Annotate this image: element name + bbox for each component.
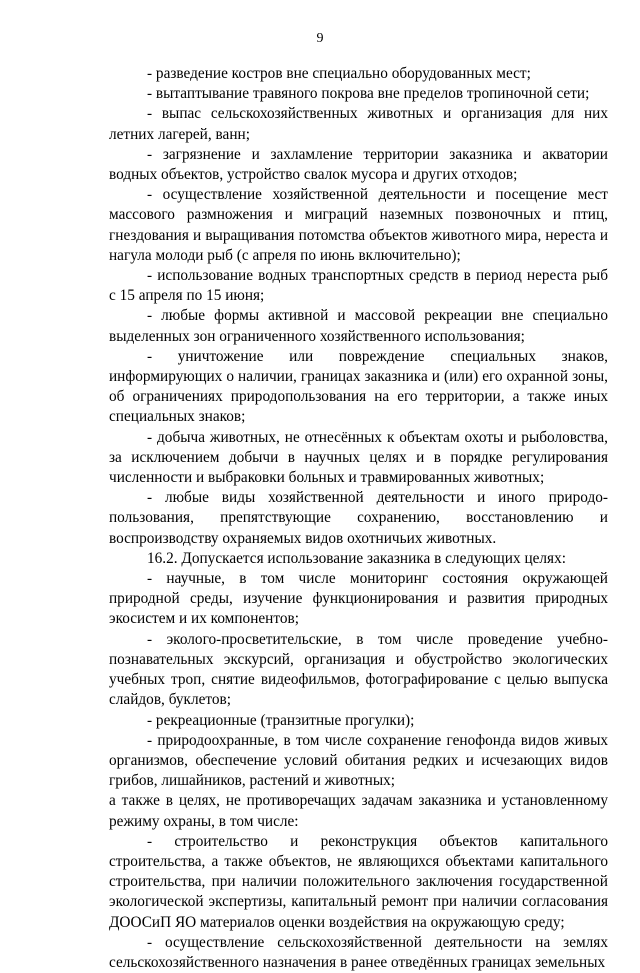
list-item-trampling: - вытаптывание травяного покрова вне пределов тропиночной сети; [147,85,590,103]
document-body [109,64,608,973]
list-item-conservation: - природоохранные, в том числе сохранение генофонда видов живых организмов, обеспечение условий обитания редких и исчезающих видов грибов, лишайников, растений и животных; [109,731,608,790]
list-item-scientific: - научные, в том числе мониторинг состояния окружающей природной среды, изучение функционирования и развития природных экосистем и их компонентов; [109,570,608,628]
list-item-educational: - эколого-просветительские, в том числе проведение учебно-познавательных экскурсий, организация и обустройство экологических учебных троп, снятие видеофильмов, фотографирование с целью выпуска слайдов, буклетов; [109,630,608,709]
list-item-construction: - строительство и реконструкция объектов капитального строительства, а также объектов, не являющихся объектами капитального строительства, при наличии положительного заключения государственной экологической экспертизы, капитальный ремонт при наличии согласования ДООСиП ЯО материалов оценки воздействия на окружающую среду; [109,832,608,931]
list-item-signs: - уничтожение или повреждение специальных знаков, информирующих о наличии, границах заказника и (или) его охранной зоны, об ограничениях природопользования на его территории, а также иных специальных знаков; [109,347,608,426]
list-item-water-transport: - использование водных транспортных средств в период нереста рыб с 15 апреля по 15 июня; [109,267,608,305]
list-item-campfires: - разведение костров вне специально оборудованных мест; [147,65,531,82]
list-item-breeding-areas: - осуществление хозяйственной деятельности и посещение мест массового размножения и миграций наземных позвоночных и птиц, гнездования и выращивания потомства объектов животного мира, нереста и нагула молоди рыб (с апреля по июнь включительно); [109,186,608,264]
page-number: 9 [316,31,324,46]
list-item-grazing: - выпас сельскохозяйственных животных и организация для них летних лагерей, ванн; [109,105,608,143]
section-heading-16-2: 16.2. Допускается использование заказника в следующих целях: [147,549,566,567]
list-item-agriculture: - осуществление сельскохозяйственной деятельности на землях сельскохозяйственного назначения в ранее отведённых границах земельных [109,933,608,971]
list-item-economic-activity: - любые виды хозяйственной деятельности и иного природо-пользования, препятствующие сохранению, восстановлению и воспроизводству охраняемых видов охотничьих животных. [109,489,608,547]
list-item-animal-harvest: - добыча животных, не отнесённых к объектам охоты и рыболовства, за исключением добычи в научных целях и в порядке регулирования численности и выбраковки больных и травмированных животных; [109,428,608,487]
list-item-recreation: - любые формы активной и массовой рекреации вне специально выделенных зон ограниченного хозяйственного использования; [109,307,608,345]
list-item-recreational: - рекреационные (транзитные прогулки); [147,711,415,729]
list-item-pollution: - загрязнение и захламление территории заказника и акватории водных объектов, устройство свалок мусора и других отходов; [109,145,608,184]
paragraph-other-purposes: а также в целях, не противоречащих задачам заказника и установленному режиму охраны, в том числе: [109,792,608,830]
